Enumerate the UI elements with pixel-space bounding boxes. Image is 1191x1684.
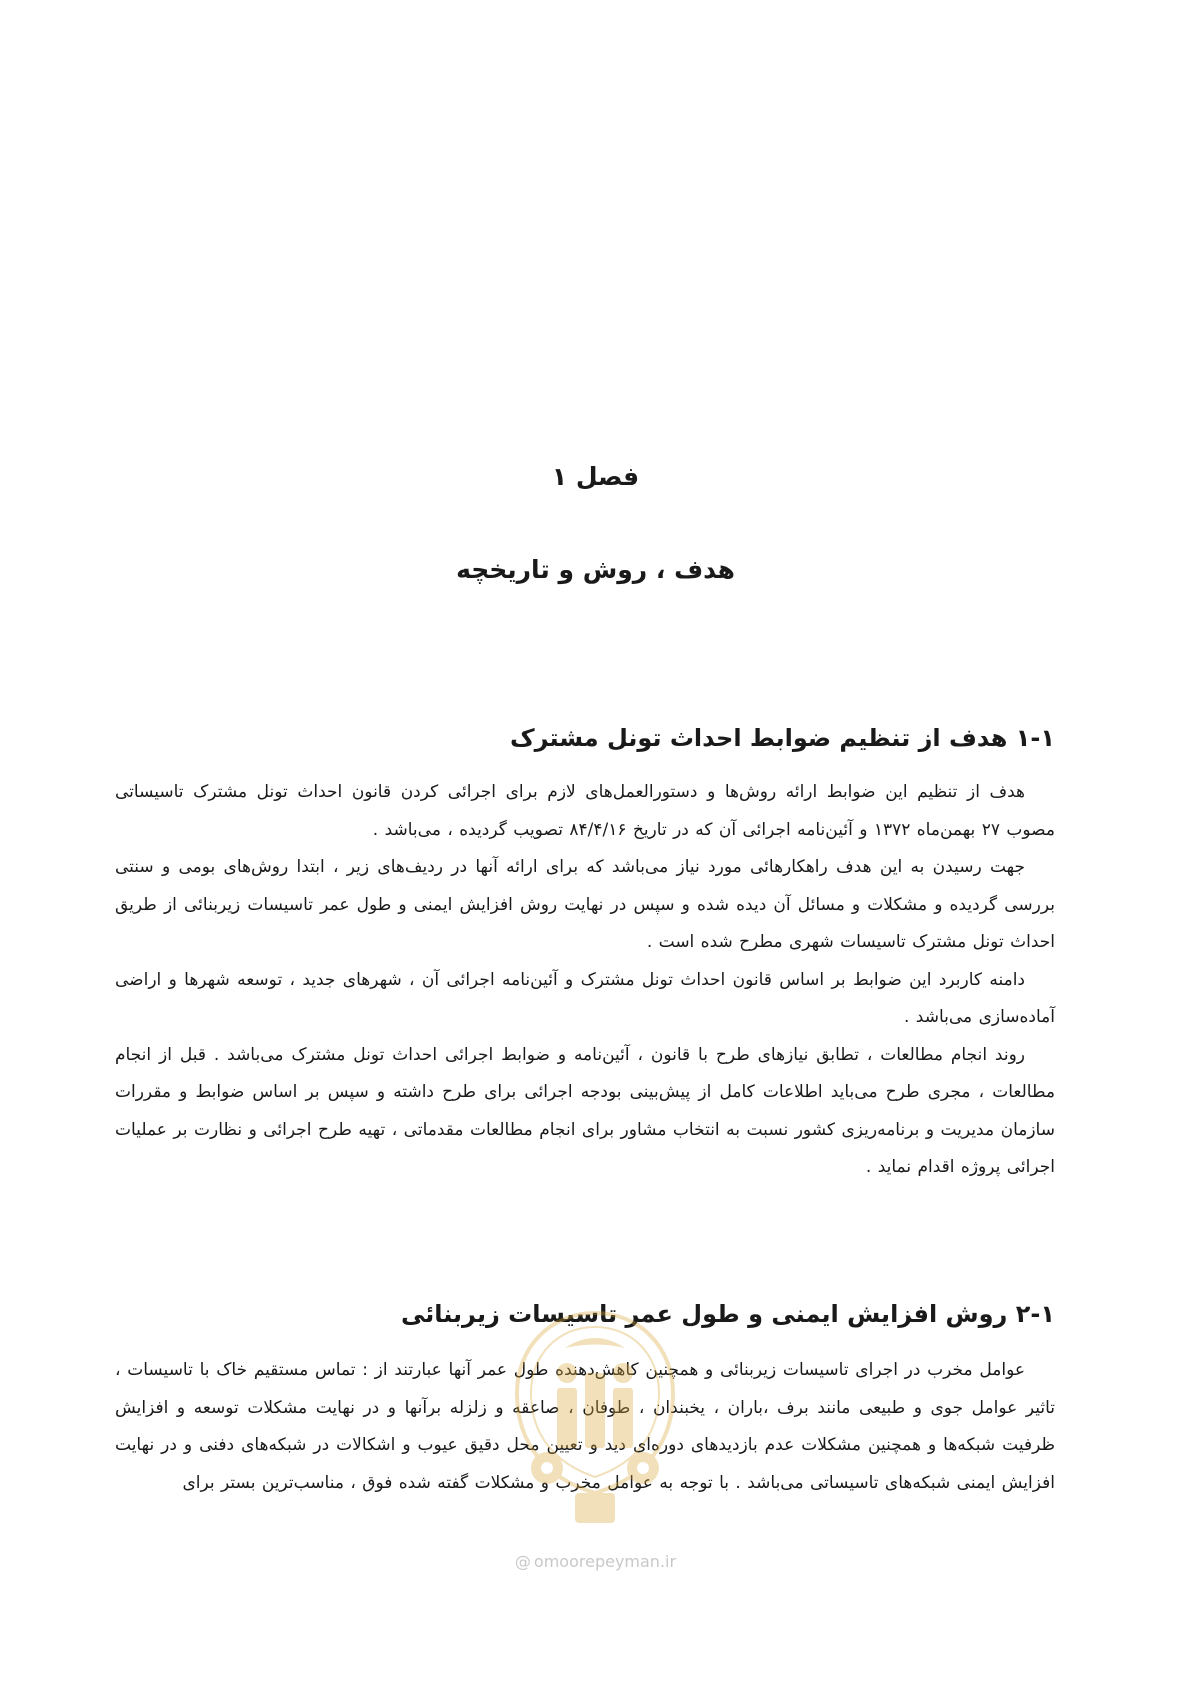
section-heading: ۱-۱ هدف از تنظیم ضوابط احداث تونل مشترک bbox=[510, 724, 1055, 752]
chapter-title: هدف ، روش و تاریخچه bbox=[456, 555, 735, 584]
section-1-1 bbox=[115, 718, 1055, 1187]
watermark-url bbox=[0, 1552, 1191, 1571]
section-1-2 bbox=[115, 1294, 1055, 1502]
paragraph: هدف از تنظیم این ضوابط ارائه روش‌ها و دستورالعمل‌های لازم برای اجرائی کردن قانون احداث تونل مشترک تاسیساتی مصوب ۲۷ بهمن‌ماه ۱۳۷۲ و آئین‌نامه اجرائی آن که در تاریخ ۸۴/۴/۱۶ تصویب گردیده ، می‌باشد . bbox=[115, 782, 1055, 840]
watermark-url-text: omoorepeyman.ir bbox=[533, 1552, 677, 1571]
chapter-number: فصل ۱ bbox=[551, 462, 640, 491]
section-heading: ۲-۱ روش افزایش ایمنی و طول عمر تاسیسات زیربنائی bbox=[400, 1300, 1055, 1328]
paragraph: جهت رسیدن به این هدف راهکارهائی مورد نیاز می‌باشد که برای ارائه آنها در ردیف‌های زیر ، ابتدا روش‌های بومی و سنتی بررسی گردیده و مشکلات و مسائل آن دیده شده و سپس در نهایت روش افزایش ایمنی و طول عمر تاسیسات زیربنائی از طریق احداث تونل مشترک تاسیسات شهری مطرح شده است . bbox=[115, 857, 1055, 952]
paragraph: روند انجام مطالعات ، تطابق نیازهای طرح با قانون ، آئین‌نامه و ضوابط اجرائی احداث تونل مشترک می‌باشد . قبل از انجام مطالعات ، مجری طرح می‌باید اطلاعات کامل از پیش‌بینی بودجه اجرائی برای طرح داشته و سپس بر اساس ضوابط و مقررات سازمان مدیریت و برنامه‌ریزی کشور نسبت به انتخاب مشاور برای انجام مطالعات مقدماتی ، تهیه طرح اجرائی و نظارت بر عملیات اجرائی پروژه اقدام نماید . bbox=[115, 1044, 1055, 1177]
paragraph: عوامل مخرب در اجرای تاسیسات زیربنائی و همچنین کاهش‌دهنده طول عمر آنها عبارتند از : تماس مستقیم خاک با تاسیسات ، تاثیر عوامل جوی و طبیعی مانند برف ،باران ، یخبندان ، طوفان ، صاعقه و زلزله برآنها و در نهایت مشکلات توسعه و افزایش ظرفیت شبکه‌ها و همچنین مشکلات عدم بازدیدهای دوره‌ای دید و تعیین محل دقیق عیوب و اشکالات در شبکه‌های دفنی و در نهایت افزایش ایمنی شبکه‌های تاسیساتی می‌باشد . با توجه به عوامل مخرب و مشکلات گفته شده فوق ، مناسب‌ترین بستر برای bbox=[115, 1360, 1055, 1493]
paragraph: دامنه کاربرد این ضوابط بر اساس قانون احداث تونل مشترک و آئین‌نامه اجرائی آن ، شهرهای جدید ، توسعه شهرها و اراضی آماده‌سازی می‌باشد . bbox=[115, 969, 1055, 1027]
at-sign-icon: @ bbox=[514, 1552, 531, 1571]
